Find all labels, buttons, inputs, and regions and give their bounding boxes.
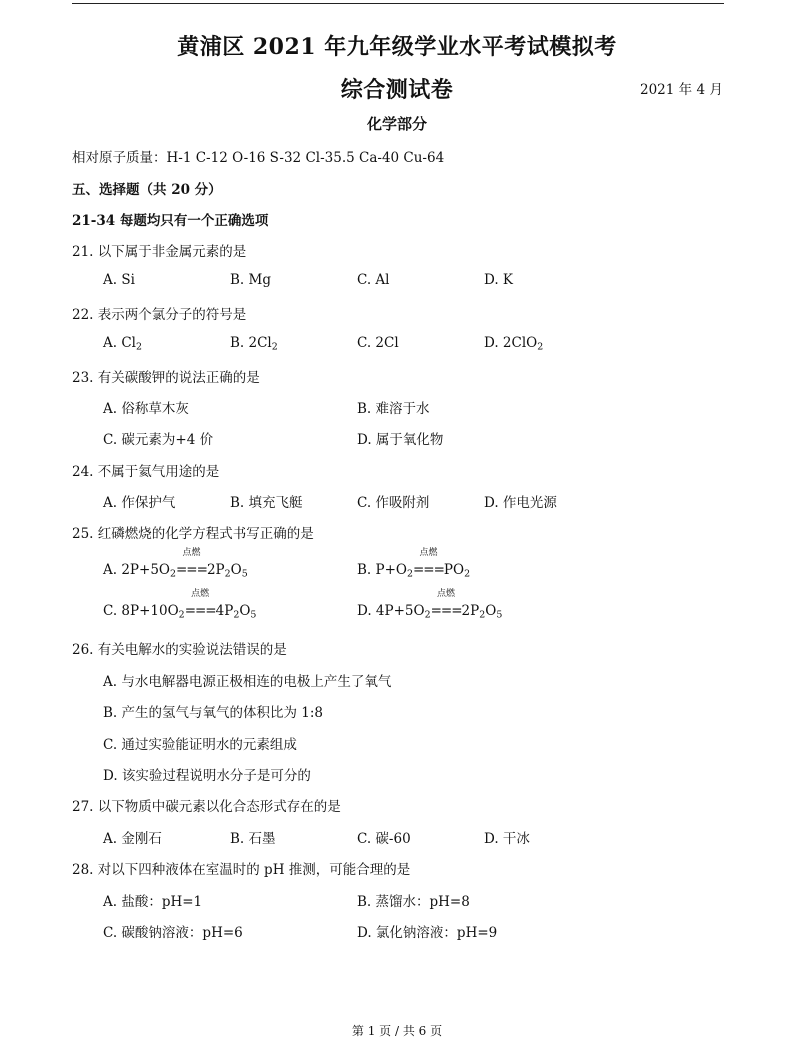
q22-option-a: A. $Cl_2$ — [103, 335, 142, 353]
q28-option-c: C. 碳酸钠溶液：pH=6 — [103, 925, 243, 941]
q23-option-c: C. 碳元素为+4 价 — [103, 432, 214, 448]
q28-option-b: B. 蒸馏水：pH=8 — [357, 894, 470, 910]
q24-option-a: A. 作保护气 — [103, 495, 176, 511]
atomic-masses: 相对原子质量：H-1 C-12 O-16 S-32 Cl-35.5 Ca-40 Cu-64 — [72, 150, 445, 166]
q23-option-b: B. 难溶于水 — [357, 401, 430, 417]
q24-stem: 24. 不属于氦气用途的是 — [72, 464, 220, 480]
reaction-condition: 点燃 === — [412, 548, 444, 578]
q27-option-c: C. 碳-60 — [357, 831, 411, 847]
q23-stem: 23. 有关碳酸钾的说法正确的是 — [72, 370, 260, 386]
q27-option-d: D. 干冰 — [484, 831, 530, 847]
q23-option-a: A. 俗称草木灰 — [103, 401, 189, 417]
q21-option-b: B. Mg — [230, 272, 271, 288]
q27-stem: 27. 以下物质中碳元素以化合态形式存在的是 — [72, 799, 341, 815]
q25-stem: 25. 红磷燃烧的化学方程式书写正确的是 — [72, 526, 314, 542]
section-instruction: 21-34 每题均只有一个正确选项 — [72, 213, 269, 229]
q28-stem: 28. 对以下四种液体在室温时的 pH 推测，可能合理的是 — [72, 862, 411, 878]
section-heading: 五、选择题（共 20 分） — [72, 182, 222, 198]
q21-option-d: D. K — [484, 272, 514, 288]
q26-option-d: D. 该实验过程说明水分子是可分的 — [103, 768, 311, 784]
exam-title: 黄浦区 2021 年九年级学业水平考试模拟考 — [177, 34, 617, 60]
top-rule — [72, 3, 724, 4]
reaction-condition: 点燃 === — [184, 589, 216, 619]
q21-option-c: C. Al — [357, 272, 390, 288]
q28-option-d: D. 氯化钠溶液：pH=9 — [357, 925, 498, 941]
q24-option-d: D. 作电光源 — [484, 495, 557, 511]
reaction-condition: 点燃 === — [176, 548, 207, 578]
q25-option-d: D. $4P+5O_2$ 点燃 $===2P_2O_5$ — [357, 589, 503, 621]
q23-option-d: D. 属于氧化物 — [357, 432, 444, 448]
q27-option-a: A. 金刚石 — [103, 831, 162, 847]
exam-subtitle: 综合测试卷 — [340, 77, 454, 103]
q22-stem: 22. 表示两个氯分子的符号是 — [72, 307, 247, 323]
q21-option-a: A. Si — [103, 272, 135, 288]
q22-option-d: D. 2ClO$_2$ — [484, 335, 544, 353]
q21-stem: 21. 以下属于非金属元素的是 — [72, 244, 247, 260]
q26-option-a: A. 与水电解器电源正极相连的电极上产生了氧气 — [103, 674, 392, 690]
q24-option-c: C. 作吸附剂 — [357, 495, 430, 511]
q25-option-b: B. $P+O_2$ 点燃 $===PO_2$ — [357, 548, 471, 580]
q25-option-c: C. $8P+10O_2$ 点燃 $===4P_2O_5$ — [103, 589, 257, 621]
exam-date: 2021 年 4 月 — [640, 82, 723, 98]
q22-option-b: B. $2Cl_2$ — [230, 335, 278, 353]
q26-stem: 26. 有关电解水的实验说法错误的是 — [72, 642, 287, 658]
reaction-condition: 点燃 === — [430, 589, 462, 619]
q25-option-a: A. $2P+5O_2$ 点燃 $===2P_2O_5$ — [103, 548, 248, 580]
q26-option-c: C. 通过实验能证明水的元素组成 — [103, 737, 297, 753]
q22-option-c: C. 2Cl — [357, 335, 399, 351]
q24-option-b: B. 填充飞艇 — [230, 495, 303, 511]
page-footer: 第 1 页 / 共 6 页 — [351, 1024, 443, 1038]
q28-option-a: A. 盐酸：pH=1 — [103, 894, 203, 910]
subject-heading: 化学部分 — [366, 115, 427, 133]
q27-option-b: B. 石墨 — [230, 831, 276, 847]
q26-option-b: B. 产生的氢气与氧气的体积比为 1:8 — [103, 705, 324, 721]
